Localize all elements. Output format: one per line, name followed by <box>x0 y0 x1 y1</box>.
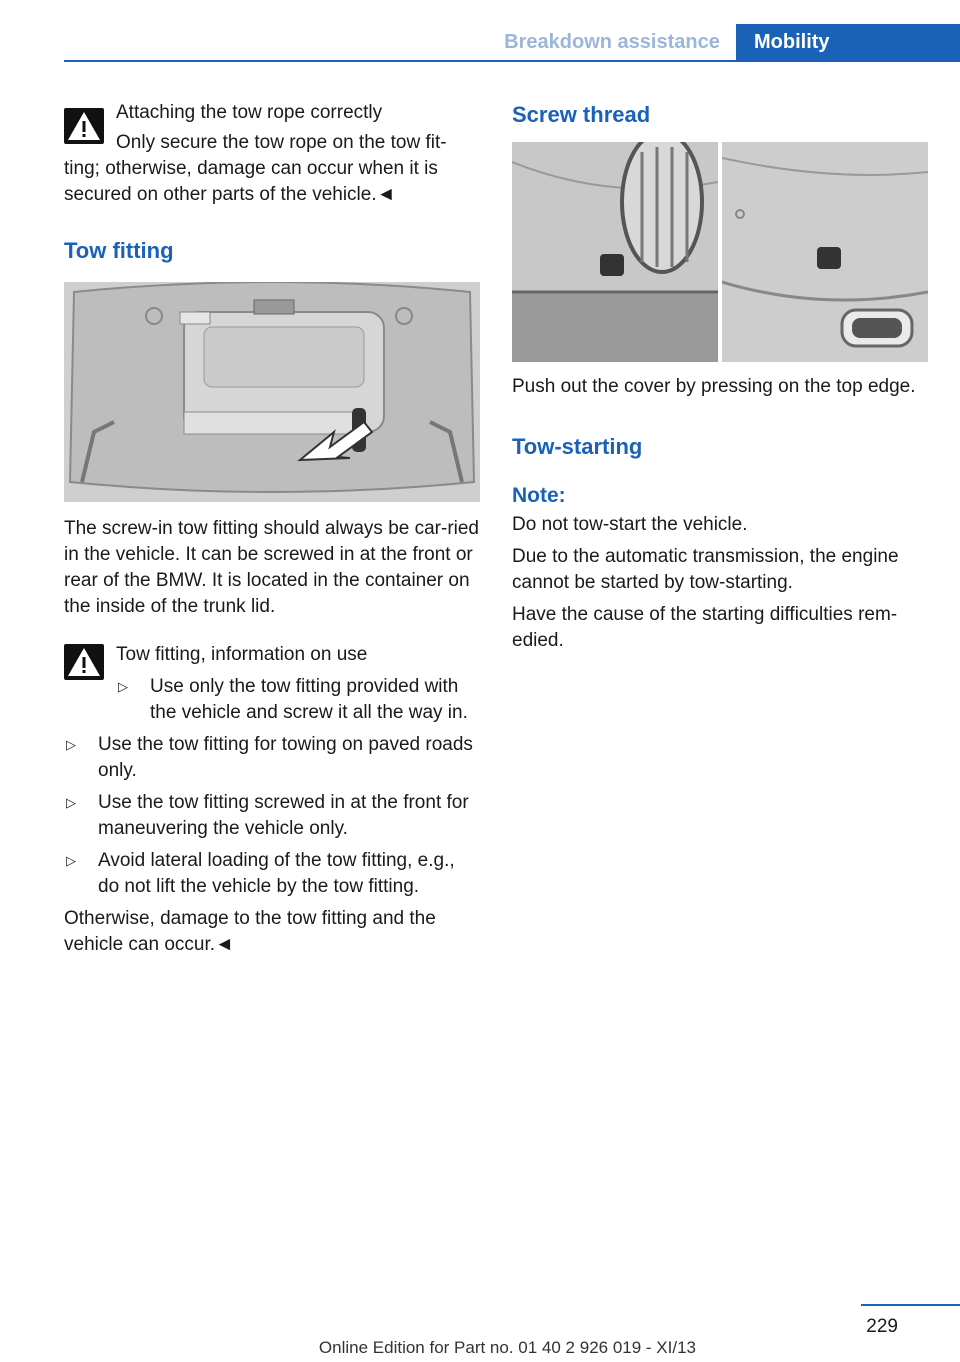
tow-fitting-heading: Tow fitting <box>64 238 174 263</box>
left-column <box>64 100 480 958</box>
closing-text: Otherwise, damage to the tow fitting and the vehicle can occur.◄ <box>64 908 436 955</box>
warning-body-rest: ting; otherwise, damage can occur when it is secured on other parts of the vehicle.◄ <box>64 158 438 205</box>
right-column <box>512 100 928 654</box>
bullet-list <box>64 732 480 900</box>
list-item: ▷ Use the tow fitting for towing on paved roads only. <box>66 734 473 781</box>
note-label: Note: <box>512 484 566 507</box>
section-tab: Breakdown assistance <box>504 31 720 53</box>
edition-footer: Online Edition for Part no. 01 40 2 926 019 - XI/13 <box>318 1338 696 1357</box>
trunk-lid-figure <box>64 282 480 502</box>
note-paragraph: Do not tow-start the vehicle. <box>512 514 748 535</box>
tow-fitting-text: The screw-in tow fitting should always be car-ried in the vehicle. It can be screwed in at the front or rear of the BMW. It is located in the container on the inside of the trunk lid. <box>64 518 480 617</box>
tow-starting-heading: Tow-starting <box>512 434 643 459</box>
screw-thread-figures <box>512 142 928 362</box>
front-bumper-figure <box>512 142 718 362</box>
note-paragraph: Due to the automatic transmission, the engine cannot be started by tow-starting. <box>512 546 899 593</box>
warning-tow-rope <box>64 100 480 208</box>
rear-bumper-figure <box>722 142 928 362</box>
chapter-tab: Mobility <box>736 24 960 60</box>
warning-title: Attaching the tow rope correctly <box>116 102 383 123</box>
warning-icon <box>64 108 104 148</box>
triangle-bullet-icon: ▷ <box>66 853 76 868</box>
triangle-bullet-icon: ▷ <box>66 737 76 752</box>
warning-title: Tow fitting, information on use <box>116 644 368 665</box>
triangle-bullet-icon: ▷ <box>118 679 128 694</box>
page-header <box>0 0 960 62</box>
list-item: ▷ Use the tow fitting screwed in at the front for maneuvering the vehicle only. <box>66 792 469 839</box>
warning-tow-fitting-use <box>64 642 480 726</box>
header-divider <box>64 60 960 62</box>
note-paragraph: Have the cause of the starting difficulties rem-edied. <box>512 604 898 651</box>
screw-thread-text: Push out the cover by pressing on the top edge. <box>512 376 916 397</box>
triangle-bullet-icon: ▷ <box>66 795 76 810</box>
warning-body-first: Only secure the tow rope on the tow fit- <box>116 132 447 153</box>
warning-icon <box>64 644 104 684</box>
screw-thread-heading: Screw thread <box>512 102 651 127</box>
warning-bullet-list <box>116 674 480 726</box>
page-number: 229 <box>866 1316 898 1337</box>
list-item: ▷ Avoid lateral loading of the tow fitting, e.g., do not lift the vehicle by the tow fitting. <box>66 850 455 897</box>
footer-divider <box>861 1304 960 1306</box>
list-item: ▷ Use only the tow fitting provided with the vehicle and screw it all the way in. <box>118 676 468 723</box>
